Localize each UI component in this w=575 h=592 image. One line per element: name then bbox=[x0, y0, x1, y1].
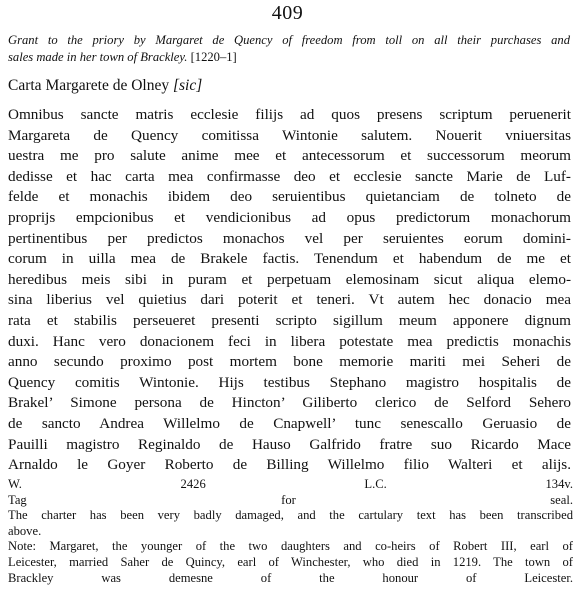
charter-line: anno secundo proximo post mortem bone memorie mariti mei Seheri de bbox=[8, 353, 571, 371]
charter-line: dedisse et hac carta mea confirmasse deo et ecclesie sancte Marie de Luf- bbox=[8, 167, 571, 185]
summary-italic-1: Grant to the priory by Margaret de Quency of freedom from toll on all their purchases and bbox=[8, 33, 570, 47]
charter-line: de sancto Andrea Willelmo de Cnapwell’ tunc senescallo Geruasio de bbox=[8, 414, 571, 432]
charter-line: proprijs empcionibus et vendicionibus ad opus predictorum monachorum bbox=[8, 208, 571, 226]
charter-line: Arnaldo le Goyer Roberto de Billing Willelmo filio Walteri et alijs. bbox=[8, 456, 571, 474]
charter-line: duxi. Hanc vero donacionem feci in libera potestate mea predictis monachis bbox=[8, 332, 571, 350]
charter-line: Omnibus sancte matris ecclesie filijs ad quos presens scriptum peruenerit bbox=[8, 106, 571, 123]
note-line: Note: Margaret, the younger of the two daughters and co-heirs of Robert III, earl of bbox=[8, 539, 573, 554]
note-line: Tag for seal. bbox=[8, 492, 573, 507]
charter-title-sic: [sic] bbox=[172, 77, 203, 94]
summary-italic-2: sales made in her town of Brackley. bbox=[8, 50, 188, 64]
page-number: 409 bbox=[271, 2, 304, 24]
note-line: Leicester, married Saher de Quincy, earl of Winchester, who died in 1219. The town of bbox=[8, 554, 573, 569]
summary-date: [1220–1] bbox=[187, 50, 237, 64]
charter-title bbox=[8, 77, 202, 95]
charter-line: felde et monachis ibidem deo seruientibus quietanciam de tolneto de bbox=[8, 188, 571, 206]
charter-line: rata et stabilis perseueret presenti scripto sigillum meum apponere dignum bbox=[8, 311, 571, 329]
charter-line: Pauilli magistro Reginaldo de Hauso Galfrido fratre suo Ricardo Mace bbox=[8, 435, 571, 453]
note-line: W. 2426 L.C. 134v. bbox=[8, 477, 573, 491]
charter-line: Margareta de Quency comitissa Wintonie salutem. Nouerit vniuersitas bbox=[8, 126, 571, 144]
editorial-notes bbox=[8, 477, 573, 586]
charter-title-text: Carta Margarete de Olney bbox=[8, 77, 173, 94]
charter-line: corum in uilla mea de Brakele factis. Tenendum et habendum de me et bbox=[8, 250, 571, 268]
charter-summary bbox=[8, 32, 570, 66]
charter-line: pertinentibus per predictos monachos vel per seruientes eorum domini- bbox=[8, 229, 571, 247]
charter-text bbox=[8, 105, 571, 476]
charter-line: heredibus meis sibi in puram et perpetuam elemosinam sicut aliqua elemo- bbox=[8, 270, 571, 288]
note-line: Brackley was demesne of the honour of Leicester. bbox=[8, 570, 573, 585]
charter-line: sina liberius vel quietius dari poterit et teneri. Vt autem hec donacio mea bbox=[8, 291, 571, 309]
note-line: above. bbox=[8, 523, 42, 538]
charter-line: uestra me pro salute anime mee et antecessorum et successorum meorum bbox=[8, 147, 571, 165]
summary-line-1 bbox=[8, 32, 570, 49]
charter-line: Brakel’ Simone persona de Hincton’ Giliberto clerico de Selford Sehero bbox=[8, 394, 571, 412]
note-line: The charter has been very badly damaged, and the cartulary text has been transcribed bbox=[8, 508, 573, 523]
summary-line-2 bbox=[8, 49, 570, 66]
charter-line: Quency comitis Wintonie. Hijs testibus Stephano magistro hospitalis de bbox=[8, 373, 571, 391]
